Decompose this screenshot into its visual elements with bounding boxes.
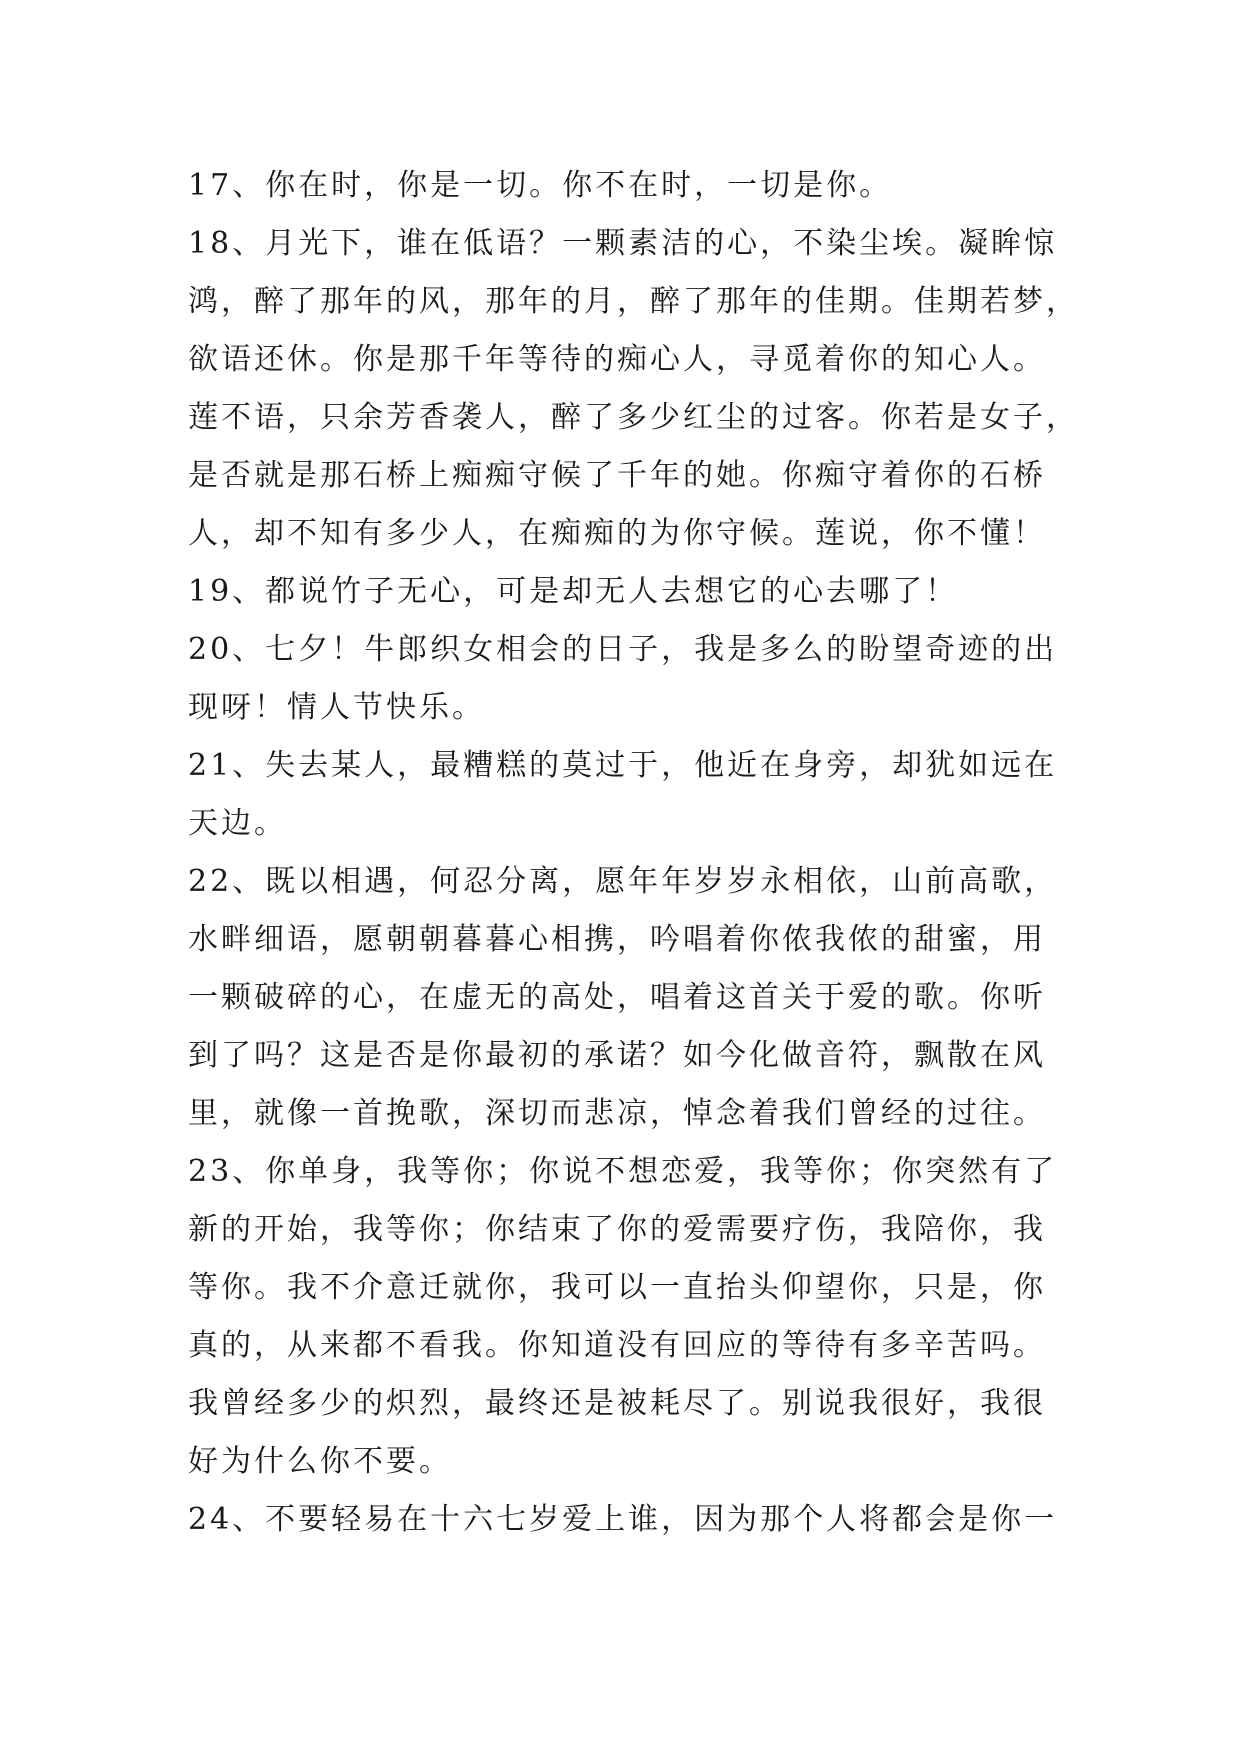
text-line: 24、不要轻易在十六七岁爱上谁，因为那个人将都会是你一: [188, 1502, 1058, 1537]
text-line: 欲语还休。你是那千年等待的痴心人，寻觅着你的知心人。: [188, 342, 1046, 377]
text-line: 里，就像一首挽歌，深切而悲凉，悼念着我们曾经的过往。: [188, 1096, 1046, 1131]
document-body: [188, 157, 1079, 1549]
text-line: 等你。我不介意迁就你，我可以一直抬头仰望你，只是，你: [188, 1270, 1046, 1305]
text-line: 18、月光下，谁在低语？一颗素洁的心，不染尘埃。凝眸惊: [188, 226, 1058, 261]
text-line: 我曾经多少的炽烈，最终还是被耗尽了。别说我很好，我很: [188, 1386, 1046, 1421]
text-line: 19、都说竹子无心，可是却无人去想它的心去哪了！: [188, 574, 959, 609]
text-line: 20、七夕！牛郎织女相会的日子，我是多么的盼望奇迹的出: [188, 632, 1058, 667]
text-line: 是否就是那石桥上痴痴守候了千年的她。你痴守着你的石桥: [188, 458, 1046, 493]
text-line: 好为什么你不要。: [188, 1444, 452, 1479]
text-line: 22、既以相遇，何忍分离，愿年年岁岁永相依，山前高歌，: [188, 864, 1058, 899]
text-line: 莲不语，只余芳香袭人，醉了多少红尘的过客。你若是女子，: [188, 400, 1079, 435]
text-line: 鸿，醉了那年的风，那年的月，醉了那年的佳期。佳期若梦，: [188, 284, 1079, 319]
text-line: 天边。: [188, 806, 287, 841]
text-line: 真的，从来都不看我。你知道没有回应的等待有多辛苦吗。: [188, 1328, 1046, 1363]
text-line: 新的开始，我等你；你结束了你的爱需要疗伤，我陪你，我: [188, 1212, 1046, 1247]
text-line: 17、你在时，你是一切。你不在时，一切是你。: [188, 168, 893, 203]
text-line: 23、你单身，我等你；你说不想恋爱，我等你；你突然有了: [188, 1154, 1058, 1189]
text-line: 现呀！情人节快乐。: [188, 690, 485, 725]
text-line: 水畔细语，愿朝朝暮暮心相携，吟唱着你侬我侬的甜蜜，用: [188, 922, 1046, 957]
text-line: 人，却不知有多少人，在痴痴的为你守候。莲说，你不懂！: [188, 516, 1046, 551]
text-line: 一颗破碎的心，在虚无的高处，唱着这首关于爱的歌。你听: [188, 980, 1046, 1015]
text-line: 21、失去某人，最糟糕的莫过于，他近在身旁，却犹如远在: [188, 748, 1058, 783]
text-line: 到了吗？这是否是你最初的承诺？如今化做音符，飘散在风: [188, 1038, 1046, 1073]
